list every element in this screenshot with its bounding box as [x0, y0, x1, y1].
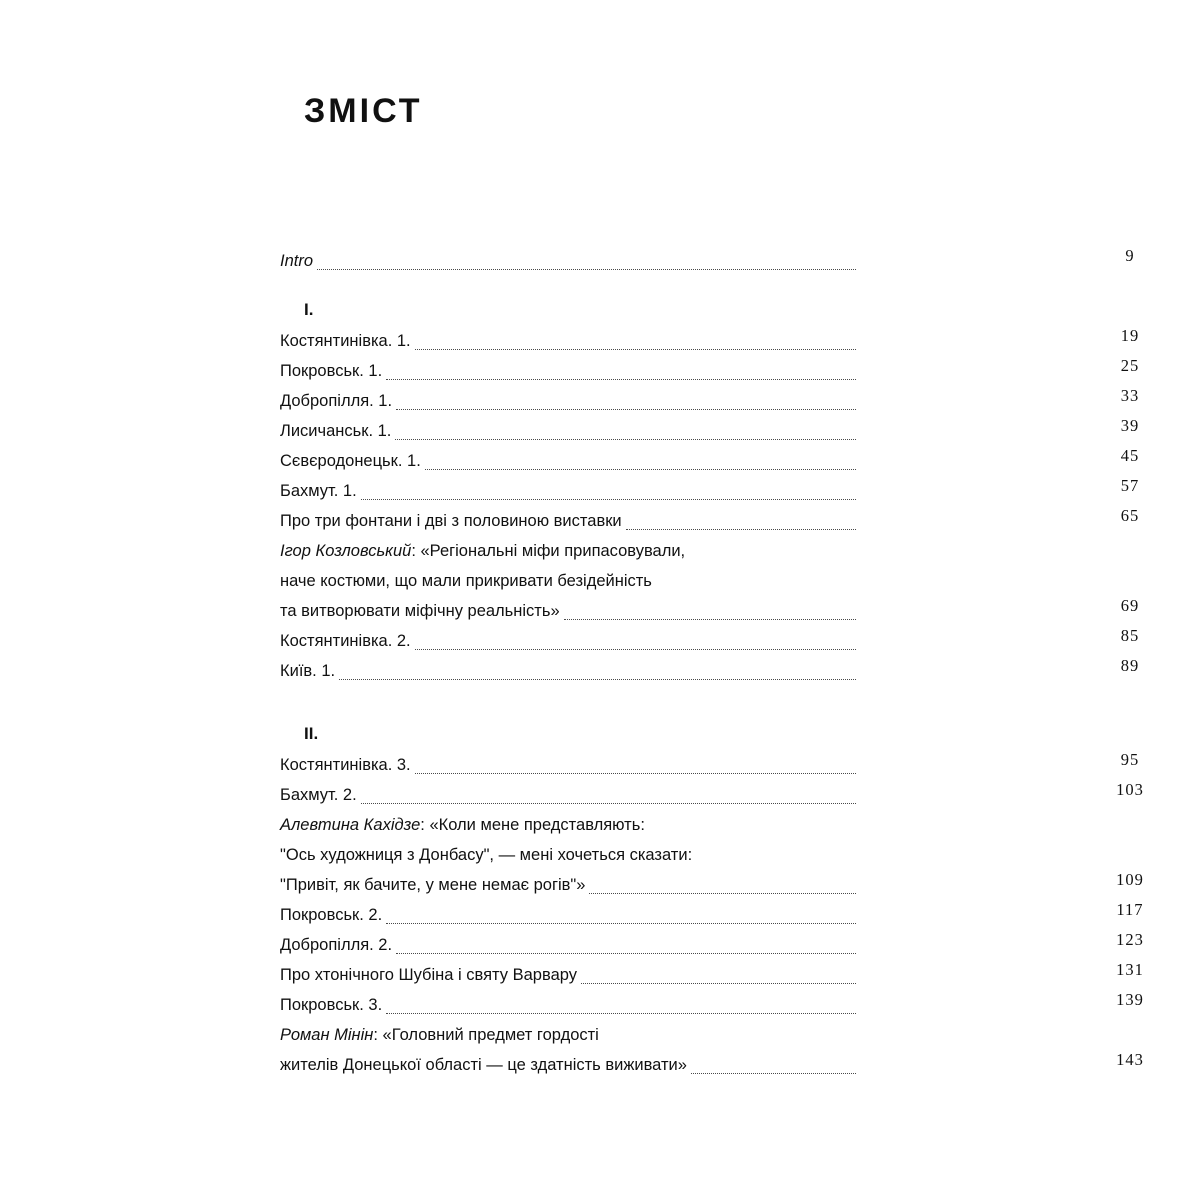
- leader-dots: [339, 678, 856, 680]
- leader-dots: [415, 772, 856, 774]
- toc-entry-page: 45: [1120, 446, 1140, 465]
- toc-entry-quote-line: [280, 1050, 860, 1080]
- toc-entry-quote-text: жителів Донецької області — це здатність виживати»: [280, 1056, 687, 1074]
- toc-entry[interactable]: [280, 900, 1144, 930]
- toc-entry[interactable]: [280, 506, 1140, 536]
- leader-dots: [396, 408, 856, 410]
- toc-entry-label: Покровськ. 1.: [280, 362, 383, 380]
- toc-entry-quote-line: [280, 840, 860, 870]
- leader-dots: [589, 892, 856, 894]
- toc-entry-author: Ігор Козловський: [280, 542, 412, 560]
- toc-entry-quote-text: "Привіт, як бачите, у мене немає рогів"»: [280, 876, 586, 894]
- toc-entry-page: 39: [1120, 416, 1140, 435]
- toc-entry[interactable]: [280, 656, 1140, 686]
- leader-dots: [395, 438, 856, 440]
- toc-entry-page: 123: [1116, 930, 1144, 949]
- toc-entry-page: 139: [1116, 990, 1144, 1009]
- toc-entry-quote-text: "Ось художниця з Донбасу", — мені хочеться сказати:: [280, 846, 693, 864]
- toc-entry-quote-text: : «Регіональні міфи припасовували,: [411, 542, 686, 560]
- toc-entry-page: 33: [1120, 386, 1140, 405]
- leader-dots: [581, 982, 856, 984]
- toc-entry[interactable]: [280, 476, 1140, 506]
- toc-entry-quote-line: [280, 536, 860, 566]
- leader-dots: [425, 468, 856, 470]
- toc-entry-page: 143: [1116, 1050, 1144, 1069]
- toc-entry-label: Костянтинівка. 3.: [280, 756, 411, 774]
- toc-entry[interactable]: [280, 386, 1140, 416]
- toc-entry-page: 131: [1116, 960, 1144, 979]
- toc-entry-label: Лисичанськ. 1.: [280, 422, 392, 440]
- toc-entry-page: 9: [1125, 246, 1135, 265]
- toc-entry[interactable]: [280, 326, 1140, 356]
- toc-entry-quote-text: наче костюми, що мали прикривати безідейність: [280, 572, 652, 590]
- leader-dots: [361, 802, 856, 804]
- toc-entry[interactable]: [280, 416, 1140, 446]
- toc-entry-quote-line: [280, 870, 860, 900]
- leader-dots: [386, 1012, 856, 1014]
- toc-entry-page: 65: [1120, 506, 1140, 525]
- toc-entry-label: Покровськ. 3.: [280, 996, 383, 1014]
- toc-entry-page: 103: [1116, 780, 1144, 799]
- toc-entry-quote[interactable]: [280, 810, 1144, 900]
- toc-entry-label: Київ. 1.: [280, 662, 336, 680]
- leader-dots: [361, 498, 856, 500]
- toc-entry[interactable]: [280, 780, 1144, 810]
- leader-dots: [317, 268, 856, 270]
- toc-entry-page: 85: [1120, 626, 1140, 645]
- leader-dots: [386, 922, 856, 924]
- toc-entry-quote-text: та витворювати міфічну реальність»: [280, 602, 560, 620]
- toc-entry-quote-line: [280, 566, 860, 596]
- toc-entry-label: Про хтонічного Шубіна і святу Варвару: [280, 966, 577, 984]
- page-title: ЗМІСТ: [304, 92, 423, 130]
- toc-section-heading: I.: [304, 300, 314, 319]
- leader-dots: [564, 618, 856, 620]
- toc-entry[interactable]: [280, 356, 1140, 386]
- toc-entry-label: Костянтинівка. 2.: [280, 632, 411, 650]
- toc-entry-page: 109: [1116, 870, 1144, 889]
- toc-entry-label: Бахмут. 1.: [280, 482, 357, 500]
- toc-entry-page: 95: [1120, 750, 1140, 769]
- toc-entry-author: Алевтина Кахідзе: [280, 816, 421, 834]
- toc-entry[interactable]: [280, 750, 1140, 780]
- leader-dots: [415, 648, 856, 650]
- toc-entry-page: 19: [1120, 326, 1140, 345]
- toc-entry[interactable]: [280, 446, 1140, 476]
- toc-entry-label: Костянтинівка. 1.: [280, 332, 411, 350]
- toc-entry-author: Роман Мінін: [280, 1026, 374, 1044]
- toc-entry-quote-line: [280, 810, 860, 840]
- toc-entry-quote-line: [280, 596, 860, 626]
- toc-entry[interactable]: [280, 930, 1144, 960]
- toc-entry-label: Сєвєродонецьк. 1.: [280, 452, 421, 470]
- toc-entry-label: Добропілля. 2.: [280, 936, 393, 954]
- toc-entry-label: Бахмут. 2.: [280, 786, 357, 804]
- toc-entry-label: Intro: [280, 252, 314, 270]
- toc-section-heading: II.: [304, 724, 319, 743]
- toc-entry-quote-text: : «Коли мене представляють:: [420, 816, 645, 834]
- toc-entry-page: 117: [1116, 900, 1144, 919]
- toc-sections: [280, 300, 1144, 1080]
- toc-entry-label: Про три фонтани і дві з половиною виставки: [280, 512, 622, 530]
- leader-dots: [415, 348, 856, 350]
- toc-entry-quote[interactable]: [280, 536, 1140, 626]
- toc-entry[interactable]: [280, 626, 1140, 656]
- leader-dots: [396, 952, 856, 954]
- toc-entry-page: 69: [1120, 596, 1140, 615]
- leader-dots: [691, 1072, 856, 1074]
- toc-entry-label: Добропілля. 1.: [280, 392, 393, 410]
- toc-entry-intro[interactable]: [280, 246, 1135, 276]
- toc-entry[interactable]: [280, 990, 1144, 1020]
- leader-dots: [626, 528, 856, 530]
- toc-entry[interactable]: [280, 960, 1144, 990]
- toc-entry-quote[interactable]: [280, 1020, 1144, 1080]
- toc-entry-quote-line: [280, 1020, 860, 1050]
- toc-entry-page: 89: [1120, 656, 1140, 675]
- leader-dots: [386, 378, 856, 380]
- toc-entry-label: Покровськ. 2.: [280, 906, 383, 924]
- toc-entry-page: 25: [1120, 356, 1140, 375]
- toc-entry-page: 57: [1120, 476, 1140, 495]
- table-of-contents: [280, 246, 1144, 1080]
- toc-entry-quote-text: : «Головний предмет гордості: [373, 1026, 599, 1044]
